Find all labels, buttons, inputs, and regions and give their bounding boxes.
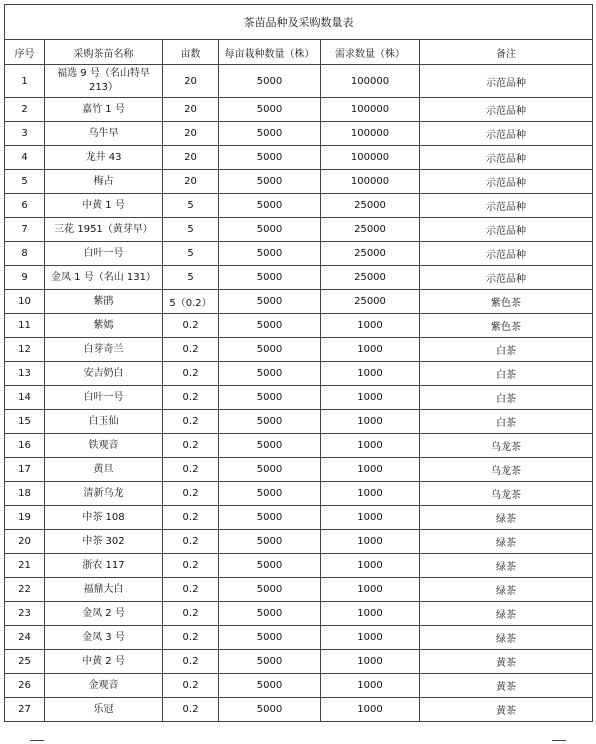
cell-per-mu: 5000 (219, 386, 321, 410)
cell-per-mu: 5000 (219, 626, 321, 650)
cell-per-mu: 5000 (219, 698, 321, 722)
cell-name: 紫鹃 (45, 290, 163, 314)
cell-mu: 5 (163, 194, 219, 218)
cell-demand: 25000 (321, 242, 420, 266)
cell-name: 乐冠 (45, 698, 163, 722)
cell-note: 紫色茶 (420, 290, 593, 314)
cell-name: 白芽奇兰 (45, 338, 163, 362)
table-row (5, 266, 593, 290)
cell-name: 中茶 302 (45, 530, 163, 554)
table-row (5, 578, 593, 602)
cell-no: 24 (5, 626, 45, 650)
cell-no: 5 (5, 170, 45, 194)
cell-demand: 1000 (321, 578, 420, 602)
footer-line-left (30, 740, 44, 741)
cell-note: 绿茶 (420, 578, 593, 602)
cell-note: 示范品种 (420, 146, 593, 170)
cell-mu: 20 (163, 98, 219, 122)
cell-no: 2 (5, 98, 45, 122)
cell-note: 示范品种 (420, 98, 593, 122)
title-row (5, 5, 593, 40)
cell-note: 绿茶 (420, 554, 593, 578)
table-row (5, 602, 593, 626)
cell-name: 白叶一号 (45, 242, 163, 266)
cell-note: 紫色茶 (420, 314, 593, 338)
cell-per-mu: 5000 (219, 314, 321, 338)
cell-per-mu: 5000 (219, 650, 321, 674)
cell-name: 安吉奶白 (45, 362, 163, 386)
cell-per-mu: 5000 (219, 506, 321, 530)
cell-mu: 0.2 (163, 338, 219, 362)
cell-demand: 1000 (321, 506, 420, 530)
cell-mu: 0.2 (163, 554, 219, 578)
cell-no: 11 (5, 314, 45, 338)
cell-mu: 0.2 (163, 314, 219, 338)
cell-mu: 0.2 (163, 578, 219, 602)
cell-mu: 0.2 (163, 674, 219, 698)
cell-no: 16 (5, 434, 45, 458)
cell-no: 20 (5, 530, 45, 554)
cell-demand: 1000 (321, 434, 420, 458)
cell-no: 23 (5, 602, 45, 626)
cell-demand: 1000 (321, 410, 420, 434)
cell-demand: 25000 (321, 266, 420, 290)
cell-note: 乌龙茶 (420, 458, 593, 482)
table-row (5, 386, 593, 410)
table-row (5, 338, 593, 362)
cell-demand: 25000 (321, 290, 420, 314)
cell-per-mu: 5000 (219, 578, 321, 602)
cell-name: 梅占 (45, 170, 163, 194)
header-demand: 需求数量（株） (321, 40, 420, 65)
table-title: 茶苗品种及采购数量表 (5, 5, 593, 40)
cell-mu: 5（0.2） (163, 290, 219, 314)
cell-no: 6 (5, 194, 45, 218)
cell-mu: 20 (163, 146, 219, 170)
table-row (5, 674, 593, 698)
table-row (5, 218, 593, 242)
cell-note: 黄茶 (420, 698, 593, 722)
cell-demand: 1000 (321, 482, 420, 506)
cell-note: 示范品种 (420, 194, 593, 218)
cell-name: 中黄 1 号 (45, 194, 163, 218)
cell-demand: 1000 (321, 626, 420, 650)
cell-mu: 0.2 (163, 458, 219, 482)
cell-note: 乌龙茶 (420, 434, 593, 458)
cell-per-mu: 5000 (219, 290, 321, 314)
table-body (5, 65, 593, 722)
cell-note: 乌龙茶 (420, 482, 593, 506)
cell-per-mu: 5000 (219, 434, 321, 458)
cell-mu: 0.2 (163, 362, 219, 386)
cell-mu: 5 (163, 266, 219, 290)
cell-per-mu: 5000 (219, 674, 321, 698)
cell-demand: 1000 (321, 314, 420, 338)
cell-name: 三花 1951（黄芽早） (45, 218, 163, 242)
cell-note: 白茶 (420, 362, 593, 386)
cell-per-mu: 5000 (219, 362, 321, 386)
cell-no: 22 (5, 578, 45, 602)
cell-no: 9 (5, 266, 45, 290)
header-no: 序号 (5, 40, 45, 65)
cell-per-mu: 5000 (219, 65, 321, 98)
cell-name: 金凤 3 号 (45, 626, 163, 650)
table-row (5, 146, 593, 170)
table-row (5, 530, 593, 554)
cell-no: 21 (5, 554, 45, 578)
footer-line-right (552, 740, 566, 741)
table-row (5, 170, 593, 194)
cell-per-mu: 5000 (219, 554, 321, 578)
cell-name: 福选 9 号（名山特早 213） (45, 65, 163, 98)
cell-no: 15 (5, 410, 45, 434)
cell-mu: 20 (163, 170, 219, 194)
cell-no: 13 (5, 362, 45, 386)
table-row (5, 626, 593, 650)
cell-note: 示范品种 (420, 65, 593, 98)
cell-per-mu: 5000 (219, 122, 321, 146)
cell-mu: 0.2 (163, 410, 219, 434)
cell-demand: 100000 (321, 122, 420, 146)
table-row (5, 194, 593, 218)
header-per-mu: 每亩栽种数量（株） (219, 40, 321, 65)
cell-per-mu: 5000 (219, 458, 321, 482)
cell-note: 白茶 (420, 386, 593, 410)
cell-mu: 0.2 (163, 650, 219, 674)
cell-note: 绿茶 (420, 506, 593, 530)
cell-no: 1 (5, 65, 45, 98)
cell-demand: 1000 (321, 362, 420, 386)
table-row (5, 506, 593, 530)
cell-name: 龙井 43 (45, 146, 163, 170)
cell-demand: 1000 (321, 458, 420, 482)
cell-demand: 100000 (321, 65, 420, 98)
cell-name: 乌牛早 (45, 122, 163, 146)
seedling-table (4, 4, 593, 722)
cell-note: 白茶 (420, 410, 593, 434)
cell-name: 嘉竹 1 号 (45, 98, 163, 122)
table-row (5, 410, 593, 434)
cell-per-mu: 5000 (219, 98, 321, 122)
cell-note: 白茶 (420, 338, 593, 362)
cell-no: 25 (5, 650, 45, 674)
table-row (5, 650, 593, 674)
cell-mu: 0.2 (163, 626, 219, 650)
cell-no: 4 (5, 146, 45, 170)
cell-no: 19 (5, 506, 45, 530)
cell-demand: 1000 (321, 602, 420, 626)
cell-no: 27 (5, 698, 45, 722)
cell-mu: 0.2 (163, 530, 219, 554)
cell-demand: 25000 (321, 194, 420, 218)
cell-name: 中黄 2 号 (45, 650, 163, 674)
cell-mu: 5 (163, 242, 219, 266)
cell-name: 金凤 2 号 (45, 602, 163, 626)
cell-per-mu: 5000 (219, 146, 321, 170)
cell-no: 18 (5, 482, 45, 506)
cell-demand: 100000 (321, 98, 420, 122)
cell-no: 3 (5, 122, 45, 146)
table-row (5, 242, 593, 266)
cell-note: 绿茶 (420, 602, 593, 626)
cell-mu: 0.2 (163, 386, 219, 410)
cell-mu: 0.2 (163, 698, 219, 722)
cell-per-mu: 5000 (219, 602, 321, 626)
cell-name: 紫嫣 (45, 314, 163, 338)
cell-note: 示范品种 (420, 170, 593, 194)
cell-name: 福鼎大白 (45, 578, 163, 602)
cell-per-mu: 5000 (219, 194, 321, 218)
cell-per-mu: 5000 (219, 338, 321, 362)
table-row (5, 482, 593, 506)
cell-note: 绿茶 (420, 530, 593, 554)
cell-demand: 1000 (321, 554, 420, 578)
cell-name: 金凤 1 号（名山 131） (45, 266, 163, 290)
table-row (5, 458, 593, 482)
cell-note: 示范品种 (420, 266, 593, 290)
cell-note: 绿茶 (420, 626, 593, 650)
cell-per-mu: 5000 (219, 482, 321, 506)
cell-demand: 100000 (321, 146, 420, 170)
header-name: 采购茶苗名称 (45, 40, 163, 65)
cell-demand: 25000 (321, 218, 420, 242)
cell-demand: 1000 (321, 338, 420, 362)
cell-mu: 20 (163, 122, 219, 146)
table-row (5, 554, 593, 578)
cell-mu: 0.2 (163, 602, 219, 626)
table-row (5, 314, 593, 338)
cell-per-mu: 5000 (219, 242, 321, 266)
cell-no: 7 (5, 218, 45, 242)
cell-demand: 100000 (321, 170, 420, 194)
cell-no: 26 (5, 674, 45, 698)
cell-per-mu: 5000 (219, 170, 321, 194)
table-row (5, 65, 593, 98)
cell-no: 10 (5, 290, 45, 314)
cell-note: 黄茶 (420, 650, 593, 674)
cell-no: 14 (5, 386, 45, 410)
table-row (5, 122, 593, 146)
cell-note: 示范品种 (420, 122, 593, 146)
cell-note: 示范品种 (420, 242, 593, 266)
cell-no: 17 (5, 458, 45, 482)
table-row (5, 362, 593, 386)
cell-name: 中茶 108 (45, 506, 163, 530)
cell-no: 12 (5, 338, 45, 362)
cell-per-mu: 5000 (219, 530, 321, 554)
cell-mu: 5 (163, 218, 219, 242)
cell-note: 黄茶 (420, 674, 593, 698)
cell-demand: 1000 (321, 674, 420, 698)
cell-name: 黄旦 (45, 458, 163, 482)
table-row (5, 698, 593, 722)
cell-name: 白叶一号 (45, 386, 163, 410)
cell-name: 金观音 (45, 674, 163, 698)
cell-name: 白玉仙 (45, 410, 163, 434)
cell-demand: 1000 (321, 386, 420, 410)
table-row (5, 98, 593, 122)
table-row (5, 434, 593, 458)
cell-mu: 0.2 (163, 434, 219, 458)
cell-note: 示范品种 (420, 218, 593, 242)
header-row (5, 40, 593, 65)
header-mu: 亩数 (163, 40, 219, 65)
header-note: 备注 (420, 40, 593, 65)
cell-per-mu: 5000 (219, 266, 321, 290)
cell-name: 清新乌龙 (45, 482, 163, 506)
cell-name: 铁观音 (45, 434, 163, 458)
cell-demand: 1000 (321, 530, 420, 554)
cell-demand: 1000 (321, 698, 420, 722)
cell-mu: 0.2 (163, 506, 219, 530)
cell-demand: 1000 (321, 650, 420, 674)
cell-mu: 0.2 (163, 482, 219, 506)
cell-no: 8 (5, 242, 45, 266)
cell-per-mu: 5000 (219, 218, 321, 242)
cell-mu: 20 (163, 65, 219, 98)
table-row (5, 290, 593, 314)
cell-per-mu: 5000 (219, 410, 321, 434)
cell-name: 浙农 117 (45, 554, 163, 578)
